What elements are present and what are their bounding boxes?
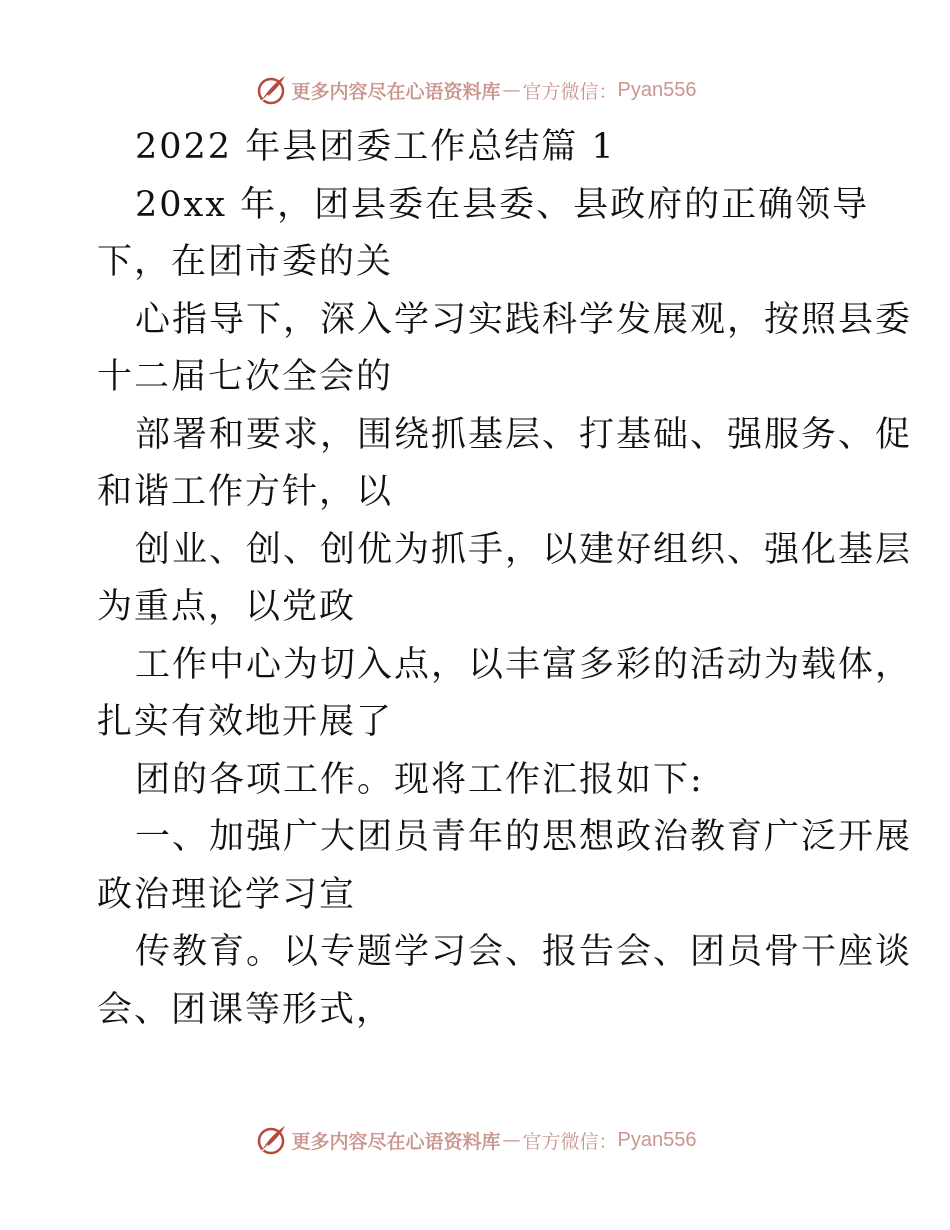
section-heading-line: 一、加强广大团员青年的思想政治教育广泛开展 [135, 817, 913, 857]
paragraph-line: 下，在团市委的关 [97, 242, 394, 282]
banner-separator: — [502, 1129, 521, 1151]
paragraph-line: 部署和要求，围绕抓基层、打基础、强服务、促 [135, 414, 913, 455]
paragraph-line: 心指导下，深入学习实践科学发展观，按照县委 [135, 299, 913, 340]
banner-wechat-label: 官方微信： [522, 1130, 618, 1153]
banner-wechat-id: Pyan556 [617, 1128, 697, 1151]
feather-quill-logo-icon [254, 1123, 288, 1157]
paragraph-line: 会、团课等形式， [97, 989, 394, 1030]
paragraph-line: 十二届七次全会的 [97, 357, 394, 397]
banner-wechat-label: 官方微信： [522, 80, 618, 103]
paragraph-line: 扎实有效地开展了 [97, 702, 394, 742]
document-title: 2022 年县团委工作总结篇 1 [135, 127, 616, 167]
feather-quill-logo-icon [254, 73, 288, 107]
paragraph-line: 和谐工作方针，以 [97, 472, 394, 512]
banner-main-text: 更多内容尽在心语资料库 [291, 1130, 501, 1153]
paragraph-line: 团的各项工作。现将工作汇报如下: [135, 759, 704, 800]
banner-separator: — [502, 79, 521, 101]
banner-main-text: 更多内容尽在心语资料库 [291, 80, 501, 103]
paragraph-line: 工作中心为切入点，以丰富多彩的活动为载体， [135, 644, 913, 685]
paragraph-line: 20xx 年，团县委在县委、县政府的正确领导 [135, 184, 870, 225]
document-body [97, 119, 913, 1039]
paragraph-line: 创业、创、创优为抓手，以建好组织、强化基层 [135, 529, 913, 570]
header-watermark-banner [0, 70, 950, 110]
paragraph-line: 传教育。以专题学习会、报告会、团员骨干座谈 [135, 932, 913, 972]
paragraph-line: 为重点，以党政 [97, 587, 357, 627]
banner-wechat-id: Pyan556 [617, 78, 697, 101]
paragraph-line: 政治理论学习宣 [97, 874, 357, 915]
footer-watermark-banner [0, 1120, 950, 1160]
